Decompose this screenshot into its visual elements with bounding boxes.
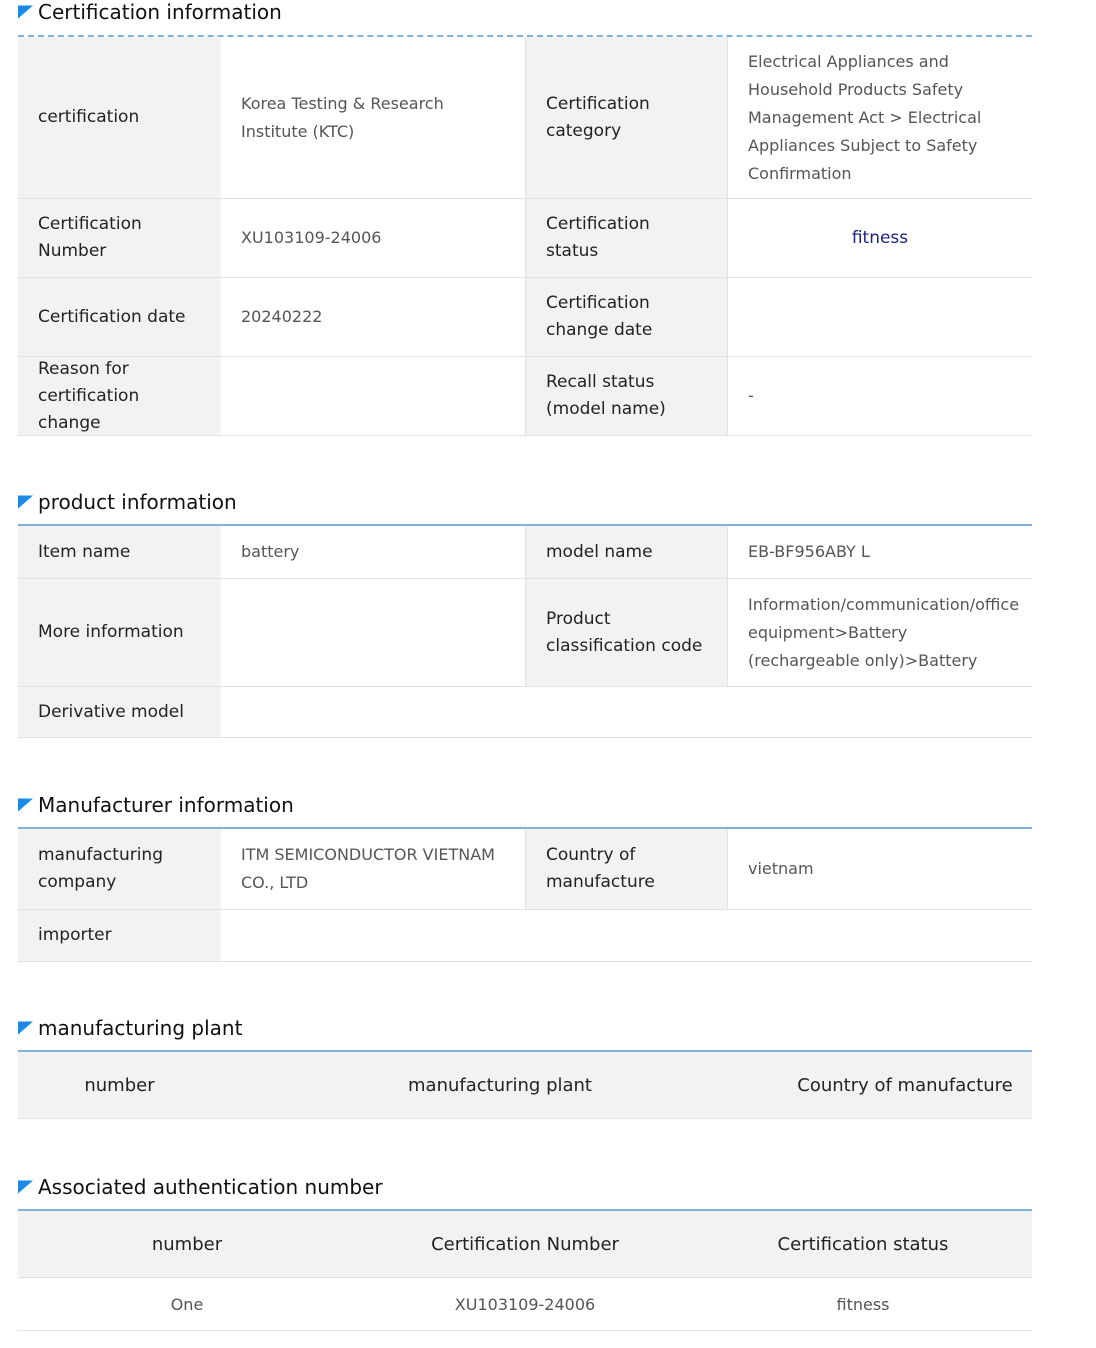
row-label: Certification date — [18, 278, 221, 356]
row-label: Item name — [18, 526, 221, 578]
manufacturer-information-section — [18, 790, 1032, 962]
table-row — [18, 579, 1032, 687]
table-row — [18, 357, 1032, 436]
section-title: Manufacturer information — [38, 793, 294, 817]
row-value: EB-BF956ABY L — [727, 526, 1032, 578]
section-marker-icon — [18, 496, 33, 509]
row-value: Korea Testing & Research Institute (KTC) — [221, 37, 525, 198]
row-label: Derivative model — [18, 687, 221, 737]
section-title: Certification information — [38, 0, 282, 24]
column-header: Certification status — [777, 1233, 949, 1255]
row-label: Certification status — [525, 199, 727, 277]
cell-certification-number: XU103109-24006 — [454, 1294, 596, 1314]
row-label: importer — [18, 910, 221, 961]
table-row — [18, 910, 1032, 962]
section-title: product information — [38, 490, 237, 514]
product-information-section — [18, 487, 1032, 739]
cell-number: One — [170, 1294, 204, 1314]
row-label: model name — [525, 526, 727, 578]
row-label: Product classification code — [525, 579, 727, 686]
row-value — [221, 910, 1032, 961]
table-header-row — [18, 1052, 1032, 1119]
row-label: Certification change date — [525, 278, 727, 356]
associated-authentication-table — [18, 1209, 1032, 1332]
row-value — [221, 357, 525, 435]
table-row — [18, 687, 1032, 738]
column-header: Certification Number — [431, 1233, 619, 1255]
certification-information-section — [18, 0, 1032, 436]
section-marker-icon — [18, 799, 33, 812]
manufacturer-table — [18, 827, 1032, 963]
column-header: manufacturing plant — [408, 1074, 592, 1096]
row-label: certification — [18, 37, 221, 198]
row-label: Reason for certification change — [18, 357, 221, 435]
product-table — [18, 524, 1032, 739]
section-title: manufacturing plant — [38, 1016, 243, 1040]
section-marker-icon — [18, 1022, 33, 1035]
table-row — [18, 37, 1032, 199]
column-header: number — [84, 1074, 155, 1096]
certification-table — [18, 35, 1032, 437]
status-badge: fitness — [727, 199, 1032, 277]
row-value: 20240222 — [221, 278, 525, 356]
row-label: Certification Number — [18, 199, 221, 277]
table-row — [18, 278, 1032, 357]
row-value — [221, 687, 1032, 737]
row-label: manufacturing company — [18, 829, 221, 909]
manufacturing-plant-table — [18, 1050, 1032, 1120]
row-value: XU103109-24006 — [221, 199, 525, 277]
cell-status: fitness — [836, 1294, 890, 1314]
table-row — [18, 526, 1032, 579]
row-value: ITM SEMICONDUCTOR VIETNAM CO., LTD — [221, 829, 525, 909]
column-header: number — [151, 1233, 223, 1255]
row-label: Recall status (model name) — [525, 357, 727, 435]
row-value: - — [727, 357, 1032, 435]
row-value: Electrical Appliances and Household Products Safety Management Act > Electrical Appliances Subject to Safety Confirmation — [727, 37, 1032, 198]
table-header-row — [18, 1211, 1032, 1278]
column-header: Country of manufacture — [797, 1074, 1013, 1096]
table-row — [18, 1278, 1032, 1331]
row-value: Information/communication/office equipment>Battery (rechargeable only)>Battery — [727, 579, 1032, 686]
section-marker-icon — [18, 6, 33, 19]
manufacturing-plant-section — [18, 1013, 1032, 1121]
row-label: Certification category — [525, 37, 727, 198]
row-value — [727, 278, 1032, 356]
table-row — [18, 199, 1032, 278]
row-label: Country of manufacture — [525, 829, 727, 909]
section-marker-icon — [18, 1181, 33, 1194]
row-value: battery — [221, 526, 525, 578]
row-value: vietnam — [727, 829, 1032, 909]
associated-authentication-section — [18, 1172, 1032, 1332]
row-value — [221, 579, 525, 686]
row-label: More information — [18, 579, 221, 686]
section-title: Associated authentication number — [38, 1175, 383, 1199]
table-row — [18, 829, 1032, 910]
